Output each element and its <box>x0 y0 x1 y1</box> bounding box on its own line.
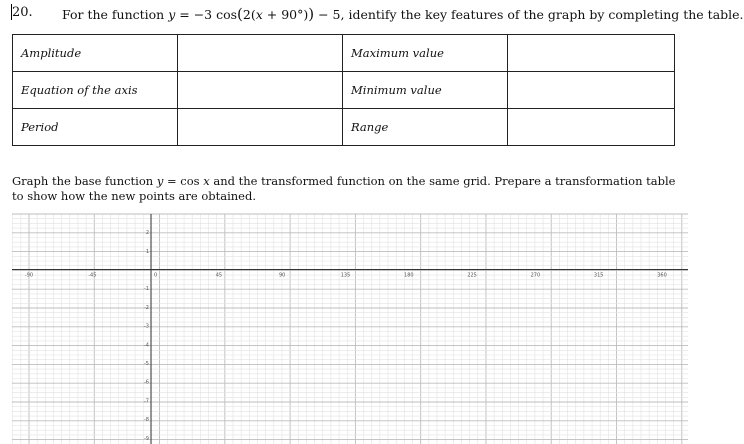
amplitude-label: Amplitude <box>13 35 178 72</box>
minimum-value-answer-cell[interactable] <box>508 72 675 109</box>
instruction-part-2: = cos <box>163 174 204 188</box>
prompt-inner-rest: + 90°) <box>262 7 309 22</box>
x-tick-label: 270 <box>530 272 541 279</box>
y-tick-label: 1 <box>145 248 149 255</box>
prompt-paren-close: ) <box>308 5 315 23</box>
instruction-part-1: Graph the base function <box>12 174 157 188</box>
table-row <box>13 72 675 109</box>
instruction-var-x: x <box>203 174 210 188</box>
key-features-table <box>12 34 675 146</box>
question-prompt <box>62 5 744 23</box>
maximum-value-answer-cell[interactable] <box>508 35 675 72</box>
prompt-eq: = −3 cos <box>175 7 238 22</box>
y-tick-label: -6 <box>144 379 149 386</box>
prompt-paren-open: ( <box>237 5 243 23</box>
prompt-inner-var: x <box>255 7 263 22</box>
axis-equation-label: Equation of the axis <box>13 72 178 109</box>
y-tick-label: -2 <box>144 304 149 311</box>
x-tick-label: 90 <box>279 272 286 279</box>
y-tick-label: -1 <box>144 286 149 293</box>
x-tick-label: 360 <box>657 272 667 279</box>
instruction-var-y: y <box>156 174 164 188</box>
graph-instruction <box>12 174 684 204</box>
x-tick-label: 0 <box>154 272 158 279</box>
amplitude-answer-cell[interactable] <box>178 35 343 72</box>
y-tick-label: -5 <box>144 361 149 367</box>
x-tick-label: 315 <box>593 272 604 279</box>
axis-equation-answer-cell[interactable] <box>178 72 343 109</box>
x-tick-label: 225 <box>467 272 477 279</box>
table-row <box>13 35 675 72</box>
prompt-inner-num: 2( <box>242 7 256 22</box>
period-label: Period <box>13 109 178 146</box>
y-tick-label: -9 <box>144 435 149 442</box>
range-answer-cell[interactable] <box>508 109 675 146</box>
table-row <box>13 109 675 146</box>
question-number: 20. <box>12 5 33 20</box>
y-tick-label: 2 <box>145 230 149 237</box>
prompt-text-before: For the function <box>62 7 169 22</box>
graph-grid[interactable] <box>0 210 698 444</box>
y-tick-label: -7 <box>144 398 149 405</box>
y-tick-label: -4 <box>144 342 149 349</box>
x-tick-label: -45 <box>88 272 97 279</box>
x-tick-label: 135 <box>340 272 351 279</box>
y-tick-label: -3 <box>144 323 149 330</box>
maximum-value-label: Maximum value <box>343 35 508 72</box>
prompt-var-y: y <box>168 7 176 22</box>
x-tick-label: 45 <box>215 272 223 279</box>
y-tick-label: -8 <box>144 417 149 424</box>
minimum-value-label: Minimum value <box>343 72 508 109</box>
prompt-text-after: − 5, identify the key features of the graph by completing the table. <box>314 7 744 22</box>
x-tick-label: 180 <box>404 272 414 279</box>
range-label: Range <box>343 109 508 146</box>
instruction-part-3: and the transformed function on the same grid. Prepare a transformation table to show how the new points are obtained. <box>12 174 676 203</box>
period-answer-cell[interactable] <box>178 109 343 146</box>
x-tick-label: -90 <box>24 272 34 279</box>
